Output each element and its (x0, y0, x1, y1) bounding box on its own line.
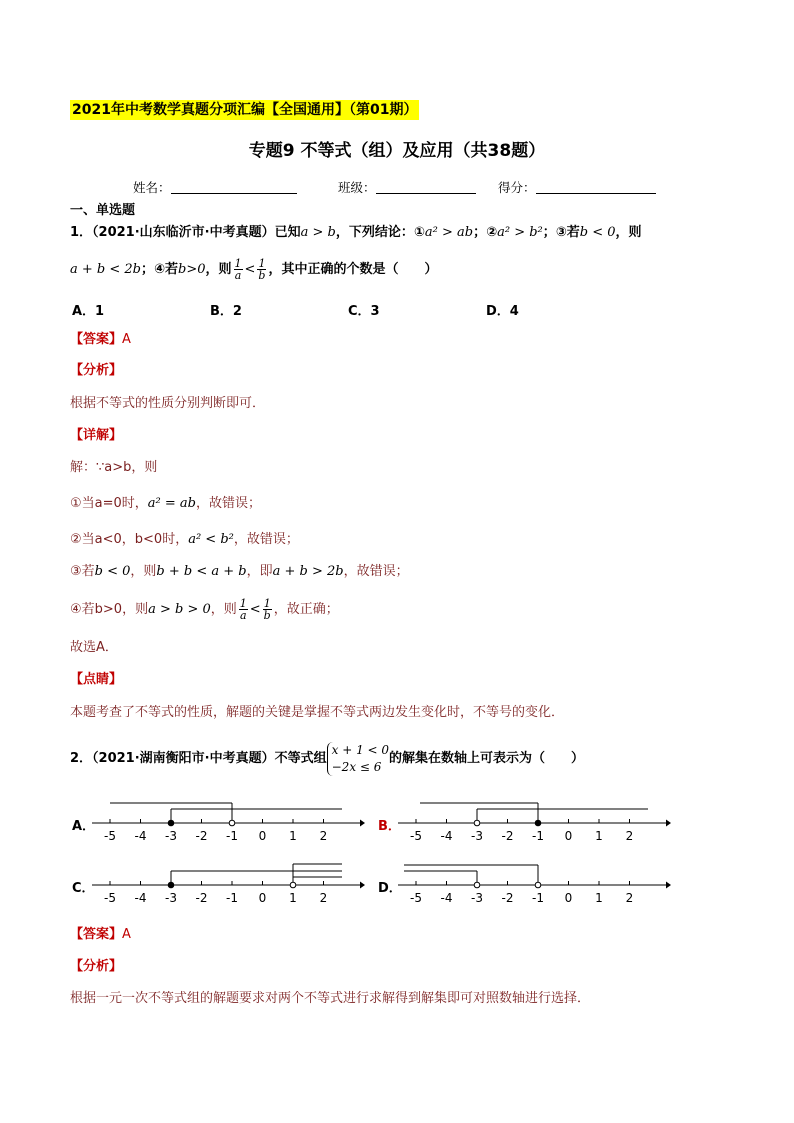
detail-text: ②当a<0，b<0时， (70, 532, 189, 547)
class-field[interactable] (338, 178, 476, 196)
inequality-system (327, 742, 389, 776)
tick-label: -4 (134, 891, 147, 905)
detail-text: ，故错误； (196, 496, 262, 511)
fraction-1-over-a (239, 598, 248, 621)
q1-s3-mark: ；③若 (542, 225, 580, 240)
tick-label: 0 (564, 891, 573, 905)
q1-option-a[interactable]: A．1 (72, 304, 105, 319)
q1-option-b[interactable]: B．2 (210, 304, 242, 319)
number-line-a[interactable] (90, 795, 365, 847)
tick-label: 2 (319, 891, 328, 905)
detail-tag: 【详解】 (70, 428, 123, 443)
tick-label: -3 (165, 829, 177, 843)
inequality-2: −2x ≤ 6 (331, 759, 382, 774)
q1-s2-mark: ；② (473, 225, 498, 240)
detail-math: a² = ab (147, 496, 196, 511)
tick-label: -5 (410, 891, 422, 905)
q1-stem-line2 (70, 258, 437, 281)
tick-label: 0 (258, 891, 267, 905)
q1-answer (70, 330, 131, 350)
series-banner: 2021年中考数学真题分项汇编【全国通用】（第01期） (72, 102, 418, 118)
q1-known: 已知 (274, 225, 301, 240)
tick-label: -2 (195, 829, 208, 843)
analysis-tag: 【分析】 (70, 363, 123, 378)
tick-label: 1 (595, 829, 603, 843)
tick-label: 2 (319, 829, 328, 843)
detail-text: ，即 (246, 564, 273, 579)
q1-s4-condition: b>0 (178, 262, 206, 277)
answer-tag: 【答案】 (70, 927, 123, 942)
open-endpoint (474, 882, 480, 888)
detail-text: ①当a=0时， (70, 496, 148, 511)
q2-source: （2021·湖南衡阳市·中考真题） (92, 751, 275, 766)
score-field[interactable] (498, 178, 656, 196)
detail-math: a + b > 2b (272, 564, 344, 579)
tick-label: 0 (258, 829, 267, 843)
detail-text: ③若 (70, 564, 95, 579)
comment-tag: 【点睛】 (70, 672, 123, 687)
answer-tag: 【答案】 (70, 332, 123, 347)
q2-answer (70, 925, 131, 945)
detail-math: a² < b² (188, 532, 234, 547)
q2-analysis-tag: 【分析】 (70, 959, 123, 974)
q1-condition: a > b (300, 225, 336, 240)
tick-label: 1 (289, 829, 297, 843)
q1-statement-1: a² > ab (424, 225, 474, 240)
tick-label: -2 (501, 891, 514, 905)
detail-math: b < 0 (94, 564, 131, 579)
detail-text: ，则 (210, 602, 237, 617)
frac-numerator: 1 (239, 597, 247, 610)
axis-arrow (360, 820, 365, 827)
q1-detail-1 (70, 494, 261, 514)
detail-text: ④若b>0，则 (70, 602, 149, 617)
q2-stem-end: 的解集在数轴上可表示为（ ） (389, 751, 585, 766)
answer-value: A (122, 332, 131, 347)
axis-arrow (360, 882, 365, 889)
tick-label: -1 (532, 829, 544, 843)
detail-text: ，故错误； (233, 532, 299, 547)
detail-text: ，故错误； (343, 564, 409, 579)
fraction-1-over-a (234, 258, 243, 281)
less-than: < (244, 262, 256, 277)
q1-conclusion: 故选A． (70, 640, 118, 655)
q1-question-tail: ，其中正确的个数是（ ） (268, 262, 438, 277)
answer-value: A (122, 927, 131, 942)
open-endpoint (535, 882, 541, 888)
number-line-b[interactable] (396, 795, 671, 847)
tick-label: -2 (501, 829, 514, 843)
score-blank[interactable] (536, 181, 656, 194)
q1-conclude: ，下列结论： (335, 225, 414, 240)
q1-detail-4 (70, 598, 339, 621)
detail-math: b + b < a + b (156, 564, 247, 579)
name-field[interactable] (133, 178, 297, 196)
q1-s4-mark: ；④若 (140, 262, 178, 277)
tick-label: -4 (134, 829, 147, 843)
q1-option-c[interactable]: C．3 (348, 304, 380, 319)
detail-math: a > b > 0 (148, 602, 211, 617)
tick-label: -5 (104, 891, 116, 905)
inequality-1: x + 1 < 0 (331, 742, 390, 757)
tick-label: 1 (289, 891, 297, 905)
q1-statement-2: a² > b² (497, 225, 543, 240)
q2-stem (70, 738, 584, 780)
tick-label: -5 (410, 829, 422, 843)
axis-arrow (666, 820, 671, 827)
detail-text: ，故正确； (273, 602, 339, 617)
frac-denominator: a (234, 269, 242, 282)
tick-label: -1 (532, 891, 544, 905)
frac-denominator: b (263, 609, 271, 622)
fraction-1-over-b (257, 258, 266, 281)
q1-s3-tail: ，则 (615, 225, 642, 240)
q2-stem-start: 不等式组 (274, 751, 327, 766)
tick-label: 2 (625, 829, 634, 843)
section-heading: 一、单选题 (70, 203, 136, 218)
tick-label: -3 (165, 891, 177, 905)
page-title: 专题9 不等式（组）及应用（共38题） (248, 141, 546, 161)
closed-endpoint (535, 820, 541, 826)
frac-numerator: 1 (258, 257, 266, 270)
tick-label: 2 (625, 891, 634, 905)
q2-analysis-text: 根据一元一次不等式组的解题要求对两个不等式进行求解得到解集即可对照数轴进行选择． (70, 991, 591, 1006)
tick-label: -4 (440, 891, 453, 905)
axis-arrow (666, 882, 671, 889)
frac-denominator: b (258, 269, 266, 282)
class-label: 班级： (338, 180, 376, 195)
tick-label: 1 (595, 891, 603, 905)
q1-statement-3: a + b < 2b (70, 262, 141, 277)
q2-option-c-label[interactable]: C． (72, 881, 95, 896)
q2-option-a-label[interactable]: A． (72, 819, 96, 834)
q1-detail-3 (70, 562, 409, 582)
q2-number: 2． (70, 751, 93, 766)
q1-s1-mark: ① (413, 225, 425, 240)
q1-detail-intro: 解：∵a>b，则 (70, 460, 158, 475)
q1-s4-then: ，则 (205, 262, 232, 277)
tick-label: -5 (104, 829, 116, 843)
tick-label: -4 (440, 829, 453, 843)
tick-label: -1 (226, 829, 238, 843)
score-label: 得分： (498, 180, 536, 195)
tick-label: -3 (471, 891, 483, 905)
q1-source: （2021·山东临沂市·中考真题） (92, 225, 275, 240)
q2-option-d-label[interactable]: D． (378, 881, 402, 896)
tick-label: -3 (471, 829, 483, 843)
q1-stem-line1 (70, 223, 642, 243)
fraction-1-over-b (263, 598, 272, 621)
tick-label: -2 (195, 891, 208, 905)
q1-analysis-text: 根据不等式的性质分别判断即可． (70, 396, 266, 411)
name-blank[interactable] (171, 181, 297, 194)
tick-label: 0 (564, 829, 573, 843)
closed-endpoint (168, 882, 174, 888)
open-endpoint (290, 882, 296, 888)
name-label: 姓名： (133, 180, 171, 195)
q1-detail-2 (70, 530, 299, 550)
q2-option-b-label[interactable]: B． (378, 819, 401, 834)
tick-label: -1 (226, 891, 238, 905)
frac-numerator: 1 (234, 257, 242, 270)
q1-option-d[interactable]: D．4 (486, 304, 519, 319)
open-endpoint (474, 820, 480, 826)
number-line-c[interactable] (90, 857, 365, 909)
q1-number: 1． (70, 225, 93, 240)
open-endpoint (229, 820, 235, 826)
class-blank[interactable] (376, 181, 476, 194)
detail-text: ，则 (130, 564, 157, 579)
q1-comment: 本题考查了不等式的性质，解题的关键是掌握不等式两边发生变化时，不等号的变化． (70, 705, 565, 720)
closed-endpoint (168, 820, 174, 826)
frac-denominator: a (239, 609, 247, 622)
number-line-d[interactable] (396, 857, 671, 909)
less-than: < (249, 602, 261, 617)
q1-s3-condition: b < 0 (579, 225, 616, 240)
frac-numerator: 1 (263, 597, 271, 610)
